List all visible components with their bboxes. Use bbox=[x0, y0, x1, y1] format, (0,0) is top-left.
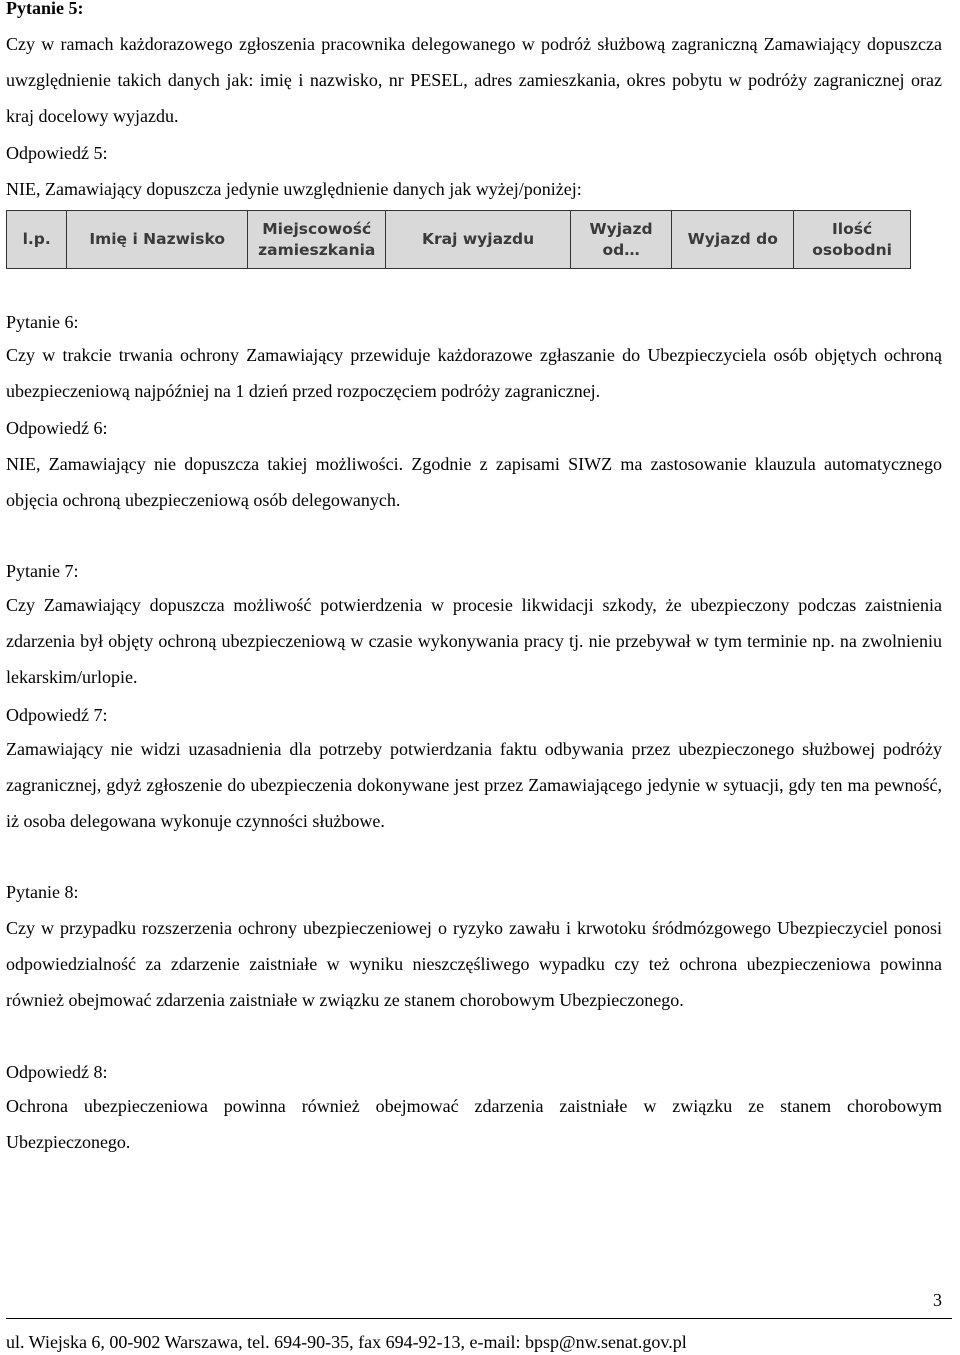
data-fields-table bbox=[6, 210, 911, 269]
question-5-title: Pytanie 5: bbox=[6, 0, 84, 18]
question-7-title: Pytanie 7: bbox=[6, 561, 79, 581]
answer-5-label: Odpowiedź 5: bbox=[6, 143, 108, 163]
answer-8-text: Ochrona ubezpieczeniowa powinna również obejmować zdarzenia zaistniałe w związku ze stanem chorobowym Ubezpieczonego. bbox=[6, 1096, 942, 1152]
table-header-cell: Miejscowość zamieszkania bbox=[248, 211, 386, 269]
table-header-row bbox=[7, 211, 911, 269]
question-7-body: Czy Zamawiający dopuszcza możliwość potwierdzenia w procesie likwidacji szkody, że ubezpieczony podczas zaistnienia zdarzenia był objęty ochroną ubezpieczeniową w czasie wykonywania pracy tj. nie przebywał w tym terminie np. na zwolnieniu lekarskim/urlopie. bbox=[6, 595, 942, 687]
table-header-cell: Kraj wyjazdu bbox=[386, 211, 570, 269]
answer-6-label: Odpowiedź 6: bbox=[6, 418, 108, 438]
question-8-body: Czy w przypadku rozszerzenia ochrony ubezpieczeniowej o ryzyko zawału i krwotoku śródmózgowego Ubezpieczyciel ponosi odpowiedzialność za zdarzenie zaistniałe w wyniku nieszczęśliwego wypadku czy też ochrona ubezpieczeniowa powinna również obejmować zdarzenia zaistniałe w związku ze stanem chorobowym Ubezpieczonego. bbox=[6, 918, 942, 1010]
table-header-cell: Ilość osobodni bbox=[794, 211, 911, 269]
table-header-cell: Wyjazd od… bbox=[570, 211, 672, 269]
table-header-cell: Wyjazd do bbox=[672, 211, 794, 269]
question-6-body: Czy w trakcie trwania ochrony Zamawiający przewiduje każdorazowe zgłaszanie do Ubezpieczyciela osób objętych ochroną ubezpieczeniową najpóźniej na 1 dzień przed rozpoczęciem podróży zagranicznej. bbox=[6, 345, 942, 401]
answer-7-label: Odpowiedź 7: bbox=[6, 705, 108, 725]
answer-6-text: NIE, Zamawiający nie dopuszcza takiej możliwości. Zgodnie z zapisami SIWZ ma zastosowanie klauzula automatycznego objęcia ochroną ubezpieczeniową osób delegowanych. bbox=[6, 454, 942, 510]
footer-divider bbox=[6, 1318, 952, 1319]
answer-7-text: Zamawiający nie widzi uzasadnienia dla potrzeby potwierdzania faktu odbywania przez ubezpieczonego służbowej podróży zagranicznej, gdyż zgłoszenie do ubezpieczenia dokonywane jest przez Zamawiającego jedynie w sytuacji, gdy ten ma pewność, iż osoba delegowana wykonuje czynności służbowe. bbox=[6, 739, 942, 831]
question-6-title: Pytanie 6: bbox=[6, 312, 79, 332]
answer-8-label: Odpowiedź 8: bbox=[6, 1062, 108, 1082]
question-8-title: Pytanie 8: bbox=[6, 882, 79, 902]
footer-address: ul. Wiejska 6, 00-902 Warszawa, tel. 694-90-35, fax 694-92-13, e-mail: bpsp@nw.senat.gov.pl bbox=[6, 1332, 687, 1352]
page-number: 3 bbox=[933, 1290, 942, 1310]
answer-5-text: NIE, Zamawiający dopuszcza jedynie uwzględnienie danych jak wyżej/poniżej: bbox=[6, 179, 582, 199]
table-header-cell: Imię i Nazwisko bbox=[67, 211, 248, 269]
question-5-body: Czy w ramach każdorazowego zgłoszenia pracownika delegowanego w podróż służbową zagraniczną Zamawiający dopuszcza uwzględnienie takich danych jak: imię i nazwisko, nr PESEL, adres zamieszkania, okres pobytu w podróży zagranicznej oraz kraj docelowy wyjazdu. bbox=[6, 34, 942, 126]
table-header-cell: l.p. bbox=[7, 211, 67, 269]
